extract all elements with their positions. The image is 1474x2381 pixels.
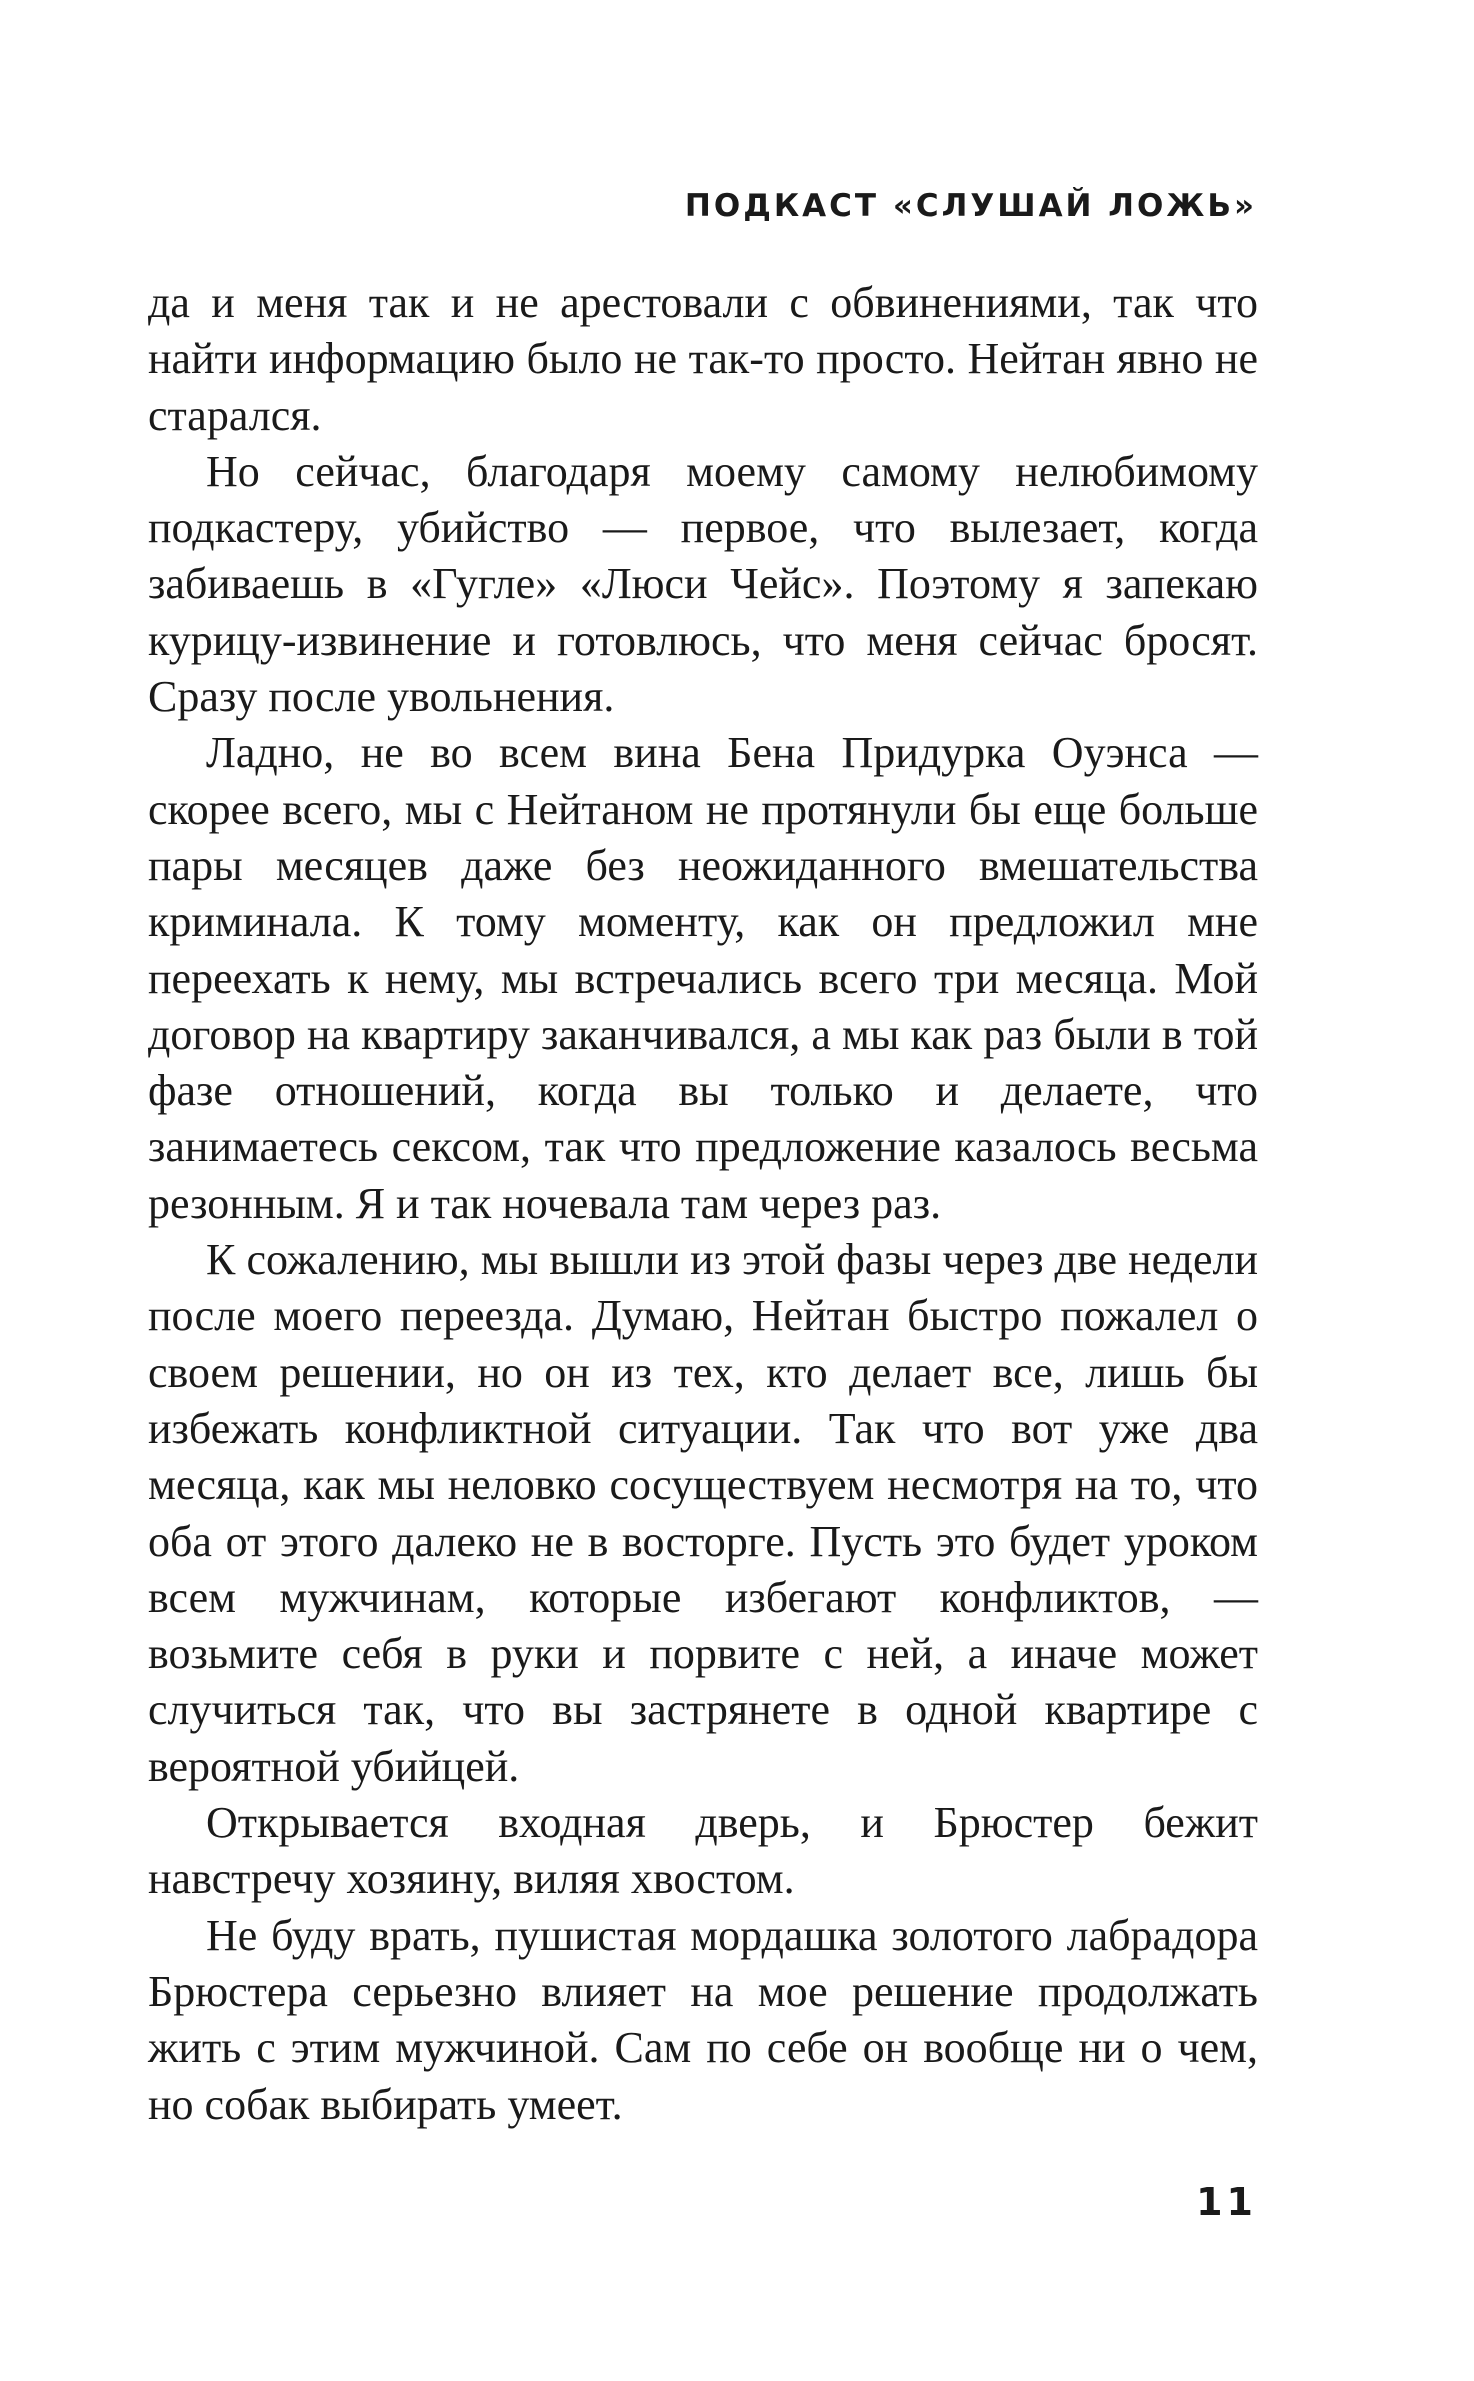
paragraph-continued: да и меня так и не арестовали с обвинениями, так что найти информацию было не так-то просто. Нейтан явно не старался. bbox=[148, 278, 1258, 440]
page-number: 11 bbox=[1196, 2180, 1257, 2224]
paragraph: К сожалению, мы вышли из этой фазы через две недели после моего переезда. Думаю, Нейтан быстро пожалел о своем решении, но он из тех, кто делает все, лишь бы избежать конфликтной ситуации. Так что вот уже два месяца, как мы неловко сосуществуем несмотря на то, что оба от этого далеко не в восторге. Пусть это будет уроком всем мужчинам, которые избегают конфликтов, — возьмите себя в руки и порвите с ней, а иначе может случиться так, что вы застрянете в одной квартире с вероятной убийцей. bbox=[148, 1235, 1258, 1791]
paragraph: Ладно, не во всем вина Бена Придурка Оуэнса — скорее всего, мы с Нейтаном не протянули бы еще больше пары месяцев даже без неожиданного вмешательства криминала. К тому моменту, как он предложил мне переехать к нему, мы встречались всего три месяца. Мой договор на квартиру заканчивался, а мы как раз были в той фазе отношений, когда вы только и делаете, что занимаетесь сексом, так что предложение казалось весьма резонным. Я и так ночевала там через раз. bbox=[148, 728, 1258, 1228]
paragraph: Не буду врать, пушистая мордашка золотого лабрадора Брюстера серьезно влияет на мое решение продолжать жить с этим мужчиной. Сам по себе он вообще ни о чем, но собак выбирать умеет. bbox=[148, 1910, 1258, 2129]
body-text bbox=[148, 275, 1258, 2133]
paragraph: Но сейчас, благодаря моему самому нелюбимому подкастеру, убийство — первое, что вылезает, когда забиваешь в «Гугле» «Люси Чейс». Поэтому я запекаю курицу-извинение и готовлюсь, что меня сейчас бросят. Сразу после увольнения. bbox=[148, 446, 1258, 722]
running-header-title: ПОДКАСТ «СЛУШАЙ ЛОЖЬ» bbox=[684, 188, 1257, 224]
paragraph: Открывается входная дверь, и Брюстер бежит навстречу хозяину, виляя хвостом. bbox=[148, 1798, 1258, 1904]
